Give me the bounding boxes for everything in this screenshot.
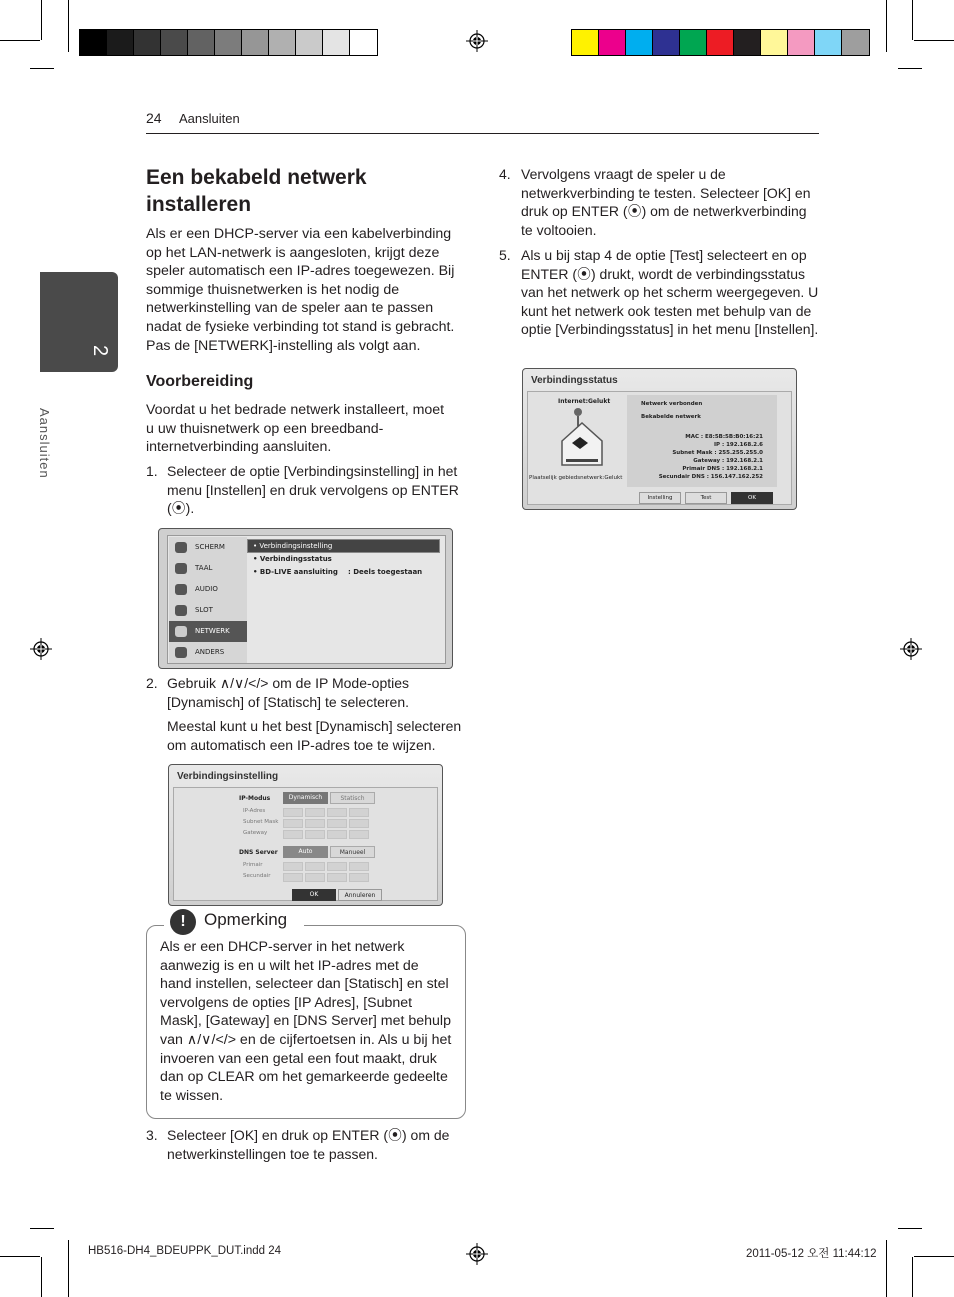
step-1-text: Selecteer de optie [Verbindingsinstelling] in het menu [Instellen] en druk vervolgens op ENTER (⦿). (167, 463, 459, 517)
section-title: Een bekabeld netwerk installeren (146, 166, 367, 216)
registration-mark-icon (30, 638, 52, 660)
ip-octet-field[interactable] (283, 862, 303, 871)
status-detail: Subnet Mask : 255.255.255.0 (672, 450, 763, 456)
menu-option[interactable]: • Verbindingsinstelling (253, 542, 333, 550)
local-status: Plaatselijk gebiedsnetwerk:Gelukt (529, 475, 623, 481)
menu-item-label: NETWERK (195, 627, 230, 635)
menu-item-label: SCHERM (195, 543, 225, 551)
status-detail: IP : 192.168.2.6 (714, 442, 763, 448)
note-title: Opmerking (204, 910, 288, 929)
registration-mark-icon (900, 638, 922, 660)
ip-mode-label: IP-Modus (239, 795, 271, 802)
color-swatch (215, 30, 242, 55)
crop-mark (68, 0, 69, 52)
home-network-icon (558, 407, 606, 469)
ip-mode-dynamic[interactable]: Dynamisch (283, 792, 328, 804)
menu-item[interactable] (169, 600, 247, 621)
ip-octet-field[interactable] (327, 862, 347, 871)
color-swatch (134, 30, 161, 55)
chapter-number: 2 (89, 345, 111, 357)
page-number: 24 (146, 110, 162, 126)
dns-label: DNS Server (239, 849, 278, 856)
field-label: Subnet Mask (243, 819, 279, 825)
registration-mark-icon (466, 1243, 488, 1265)
menu-option[interactable]: • BD-LIVE aansluiting (253, 568, 338, 576)
menu-item[interactable] (169, 579, 247, 600)
crop-mark (912, 0, 913, 40)
ip-octet-field[interactable] (327, 873, 347, 882)
ip-octet-field[interactable] (349, 819, 369, 828)
ok-button[interactable]: OK (292, 889, 336, 901)
wired-text: Bekabelde netwerk (641, 414, 701, 420)
ip-octet-field[interactable] (305, 862, 325, 871)
color-swatch (626, 30, 653, 55)
ip-octet-field[interactable] (327, 830, 347, 839)
color-swatch (242, 30, 269, 55)
ip-octet-field[interactable] (305, 830, 325, 839)
menu-icon (175, 647, 187, 658)
color-swatch (323, 30, 350, 55)
registration-mark-icon (466, 30, 488, 52)
ip-octet-field[interactable] (349, 873, 369, 882)
test-button[interactable]: Test (685, 492, 727, 504)
color-swatch (680, 30, 707, 55)
menu-icon (175, 626, 187, 637)
color-swatch (188, 30, 215, 55)
color-swatch (761, 30, 788, 55)
intro-paragraph: Als er een DHCP-server via een kabelverbinding op het LAN-netwerk is aangesloten, krijgt deze speler automatisch een IP-adres toegewezen. Bij sommige thuisnetwerken is het nodig de netwerkinstelling van de speler aan te passen nadat de fysieke verbinding tot stand is gebracht. Pas de [NETWERK]-instelling als volgt aan. (146, 226, 455, 354)
menu-item-label: AUDIO (195, 585, 218, 593)
color-swatch (296, 30, 323, 55)
ip-octet-field[interactable] (283, 808, 303, 817)
crop-mark (41, 1257, 42, 1297)
step-number: 5. (499, 247, 511, 263)
crop-mark (30, 1228, 54, 1229)
step-5-text: Als u bij stap 4 de optie [Test] selecteert en op ENTER (⦿) drukt, wordt de verbindingsstatus van het netwerk op het scherm weergegeven. U kunt het netwerk ook testen met behulp van de optie [Verbindingsstatus] in het menu [Instellen]. (521, 247, 819, 338)
gray-color-bar (79, 29, 378, 56)
step-2-tip: Meestal kunt u het best [Dynamisch] selecteren om automatisch een IP-adres toe te wijzen. (167, 718, 462, 753)
ip-octet-field[interactable] (327, 819, 347, 828)
ok-button[interactable]: OK (731, 492, 773, 504)
dns-manual[interactable]: Manueel (330, 846, 375, 858)
setup-menu-screenshot (158, 528, 453, 669)
crop-mark (0, 40, 40, 41)
step-2-text: Gebruik ∧/∨/</> om de IP Mode-opties [Dynamisch] of [Statisch] te selecteren. (167, 675, 410, 710)
status-detail: Gateway : 192.168.2.1 (693, 458, 763, 464)
menu-icon (175, 584, 187, 595)
field-label: Secundair (243, 873, 271, 879)
menu-option[interactable]: • Verbindingsstatus (253, 555, 332, 563)
process-color-bar (571, 29, 870, 56)
subheading: Voorbereiding (146, 373, 254, 390)
menu-item[interactable] (169, 537, 247, 558)
screen-title: Verbindingsinstelling (177, 771, 279, 782)
crop-mark (886, 0, 887, 52)
dns-auto[interactable]: Auto (283, 846, 328, 858)
menu-item-label: TAAL (195, 564, 213, 572)
instelling-button[interactable]: Instelling (639, 492, 681, 504)
crop-mark (41, 0, 42, 40)
running-header: Aansluiten (179, 111, 240, 126)
ip-octet-field[interactable] (305, 808, 325, 817)
field-label: Primair (243, 862, 263, 868)
step-3-text: Selecteer [OK] en druk op ENTER (⦿) om de netwerkinstellingen toe te passen. (167, 1127, 450, 1162)
crop-mark (914, 40, 954, 41)
ip-octet-field[interactable] (283, 873, 303, 882)
menu-item[interactable] (169, 558, 247, 579)
ip-octet-field[interactable] (327, 808, 347, 817)
ip-octet-field[interactable] (349, 830, 369, 839)
screen-title: Verbindingsstatus (531, 375, 618, 386)
prep-paragraph: Voordat u het bedrade netwerk installeert, moet u uw thuisnetwerk op een breedband-internetverbinding aansluiten. (146, 402, 445, 456)
warning-icon: ! (170, 909, 196, 935)
color-swatch (815, 30, 842, 55)
status-detail: MAC : E8:5B:5B:B0:16:21 (685, 434, 763, 440)
chapter-label: Aansluiten (37, 408, 52, 479)
header-rule (146, 133, 819, 134)
connection-setting-screenshot (168, 764, 443, 906)
footer-date: 2011-05-12 오전 11:44:12 (746, 1248, 877, 1260)
crop-mark (898, 1228, 922, 1229)
color-swatch (350, 30, 377, 55)
ip-mode-static[interactable]: Statisch (330, 792, 375, 804)
field-label: IP-Adres (243, 808, 266, 814)
color-swatch (653, 30, 680, 55)
ip-octet-field[interactable] (349, 808, 369, 817)
menu-icon (175, 605, 187, 616)
note-text: Als er een DHCP-server in het netwerk aanwezig is en u wilt het IP-adres met de hand instellen, selecteer dan [Statisch] en stel vervolgens de opties [IP Adres], [Subnet Mask], [Gateway] en [DNS Server] met behulp van ∧/∨/</> en de cijfertoetsen in. Als u bij het invoeren van een getal een fout maakt, druk dan op CLEAR om het gemarkeerde gedeelte te wissen. (160, 939, 452, 1104)
color-swatch (734, 30, 761, 55)
menu-icon (175, 563, 187, 574)
crop-mark (30, 68, 54, 69)
step-number: 3. (146, 1127, 158, 1143)
ip-octet-field[interactable] (283, 830, 303, 839)
crop-mark (898, 68, 922, 69)
status-detail: Secundair DNS : 156.147.162.252 (658, 474, 763, 480)
menu-item[interactable] (169, 642, 247, 663)
cancel-button[interactable]: Annuleren (338, 889, 382, 901)
step-number: 2. (146, 675, 158, 691)
crop-mark (914, 1256, 954, 1257)
connected-text: Netwerk verbonden (641, 401, 703, 407)
color-swatch (269, 30, 296, 55)
crop-mark (912, 1257, 913, 1297)
bdlive-value: : Deels toegestaan (348, 568, 423, 576)
footer-file: HB516-DH4_BDEUPPK_DUT.indd 24 (88, 1245, 282, 1257)
ip-octet-field[interactable] (283, 819, 303, 828)
status-detail: Primair DNS : 192.168.2.1 (682, 466, 763, 472)
menu-item-label: SLOT (195, 606, 213, 614)
menu-item[interactable] (169, 621, 247, 642)
color-swatch (161, 30, 188, 55)
crop-mark (0, 1256, 40, 1257)
color-swatch (80, 30, 107, 55)
ip-octet-field[interactable] (305, 819, 325, 828)
color-swatch (107, 30, 134, 55)
internet-status: Internet:Gelukt (558, 398, 611, 405)
field-label: Gateway (243, 830, 268, 836)
color-swatch (599, 30, 626, 55)
step-number: 1. (146, 463, 158, 479)
menu-icon (175, 542, 187, 553)
color-swatch (572, 30, 599, 55)
crop-mark (886, 1240, 887, 1297)
color-swatch (707, 30, 734, 55)
color-swatch (788, 30, 815, 55)
ip-octet-field[interactable] (305, 873, 325, 882)
step-4-text: Vervolgens vraagt de speler u de netwerkverbinding te testen. Selecteer [OK] en druk op ENTER (⦿) om de netwerkverbinding te voltooien. (521, 166, 811, 238)
ip-octet-field[interactable] (349, 862, 369, 871)
connection-status-screenshot (522, 368, 797, 510)
color-swatch (842, 30, 869, 55)
crop-mark (68, 1240, 69, 1297)
step-number: 4. (499, 166, 511, 182)
menu-item-label: ANDERS (195, 648, 225, 656)
